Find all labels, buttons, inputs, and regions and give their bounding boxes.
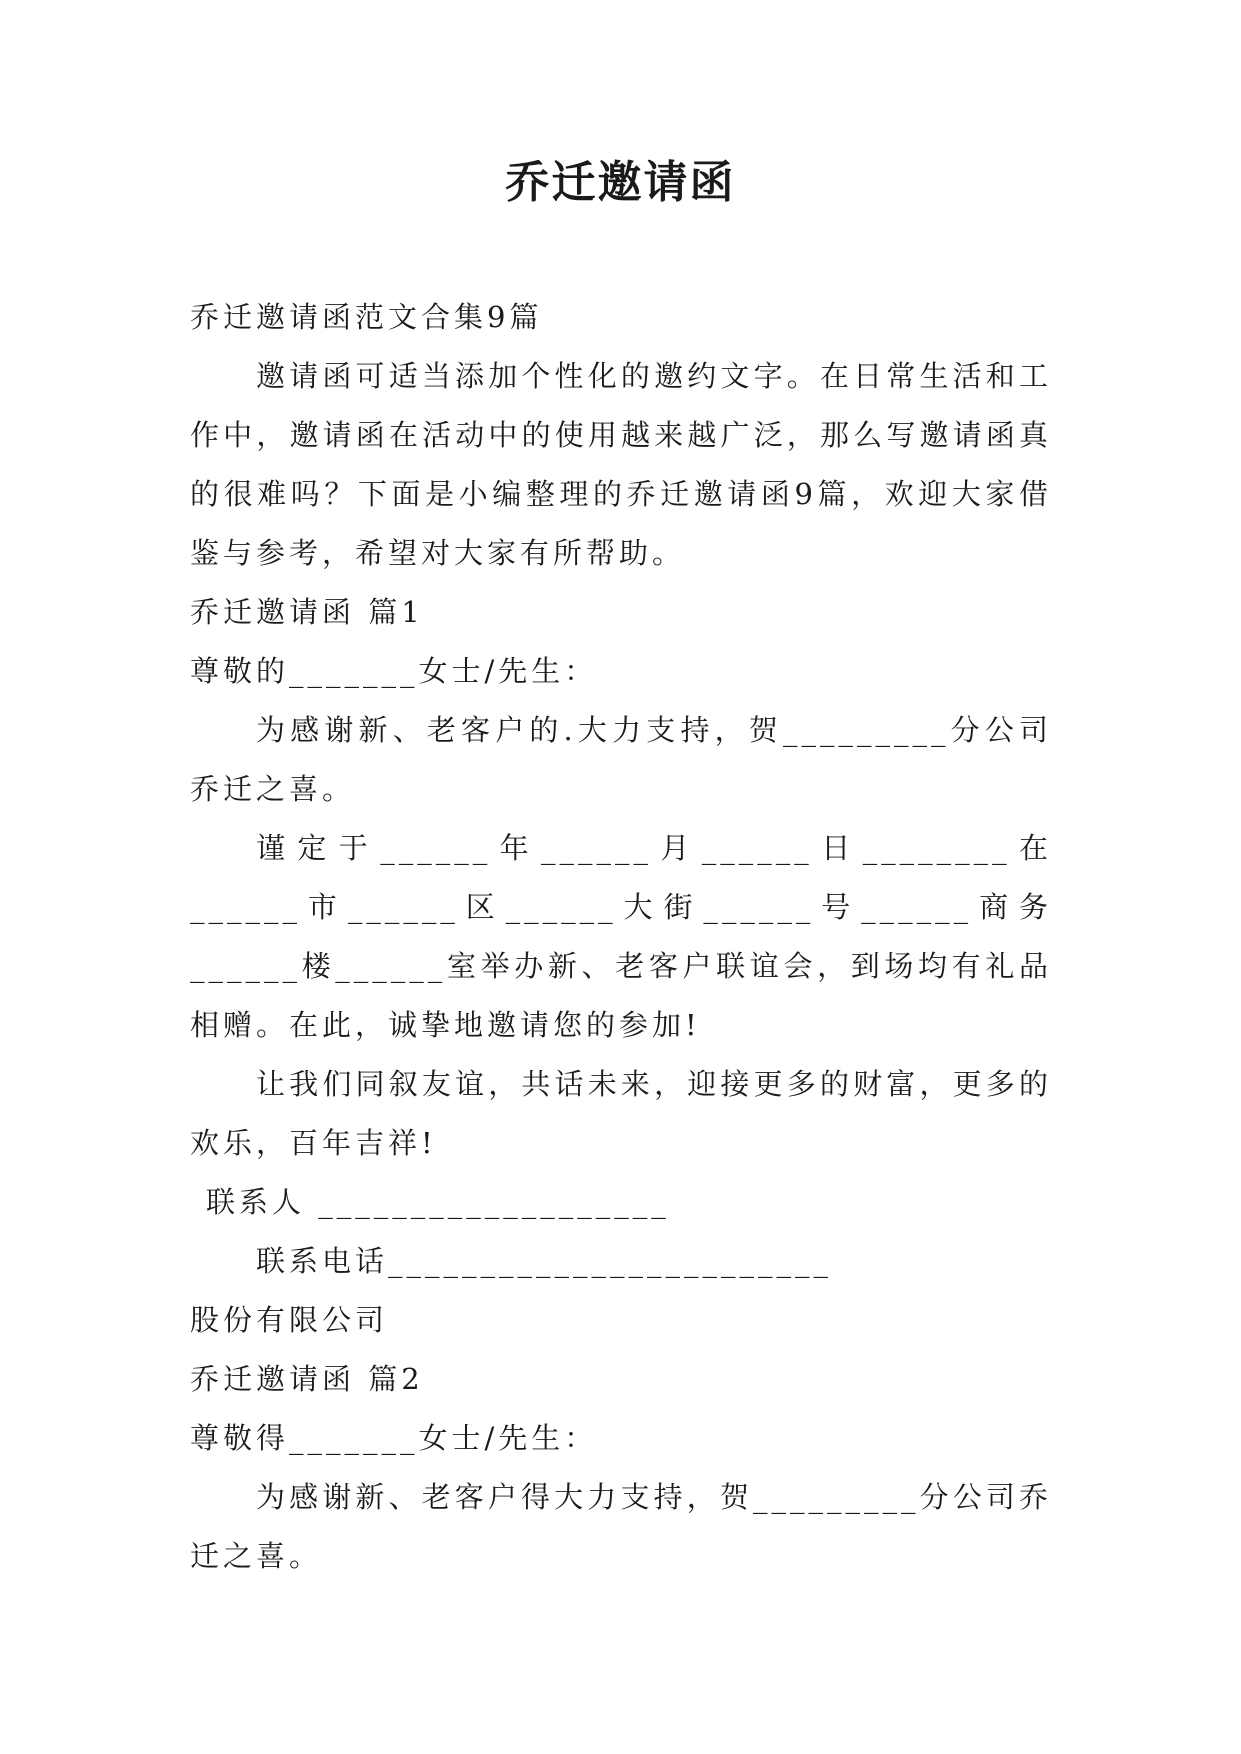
section-heading-2: 乔迁邀请函 篇2 <box>190 1362 424 1396</box>
contact-person-line: 联系人 ___________________ <box>206 1185 670 1219</box>
paragraph-thanks-1: 为感谢新、老客户的.大力支持，贺_________分公司乔迁之喜。 <box>190 713 1052 806</box>
paragraph-thanks-2: 为感谢新、老客户得大力支持，贺_________分公司乔迁之喜。 <box>190 1480 1052 1573</box>
intro-paragraph: 邀请函可适当添加个性化的邀约文字。在日常生活和工作中，邀请函在活动中的使用越来越广泛，那么写邀请函真的很难吗？下面是小编整理的乔迁邀请函9篇，欢迎大家借鉴与参考，希望对大家有所帮助。 <box>190 359 1052 570</box>
company-signature: 股份有限公司 <box>190 1303 389 1337</box>
section-heading-1: 乔迁邀请函 篇1 <box>190 595 424 629</box>
collection-subtitle: 乔迁邀请函范文合集9篇 <box>190 300 543 334</box>
salutation-2: 尊敬得_______女士/先生： <box>190 1421 598 1455</box>
document-body <box>190 288 1052 1586</box>
contact-phone-line: 联系电话________________________ <box>256 1244 833 1278</box>
paragraph-closing-1: 让我们同叙友谊，共话未来，迎接更多的财富，更多的欢乐，百年吉祥! <box>190 1067 1052 1160</box>
paragraph-event-details-1: 谨定于______年______月______日________在______市______区______大街______号______商务______楼______室举办新、老客户联谊会，到场均有礼品相赠。在此，诚挚地邀请您的参加! <box>190 831 1052 1042</box>
salutation-1: 尊敬的_______女士/先生： <box>190 654 598 688</box>
document-title: 乔迁邀请函 <box>505 157 736 208</box>
